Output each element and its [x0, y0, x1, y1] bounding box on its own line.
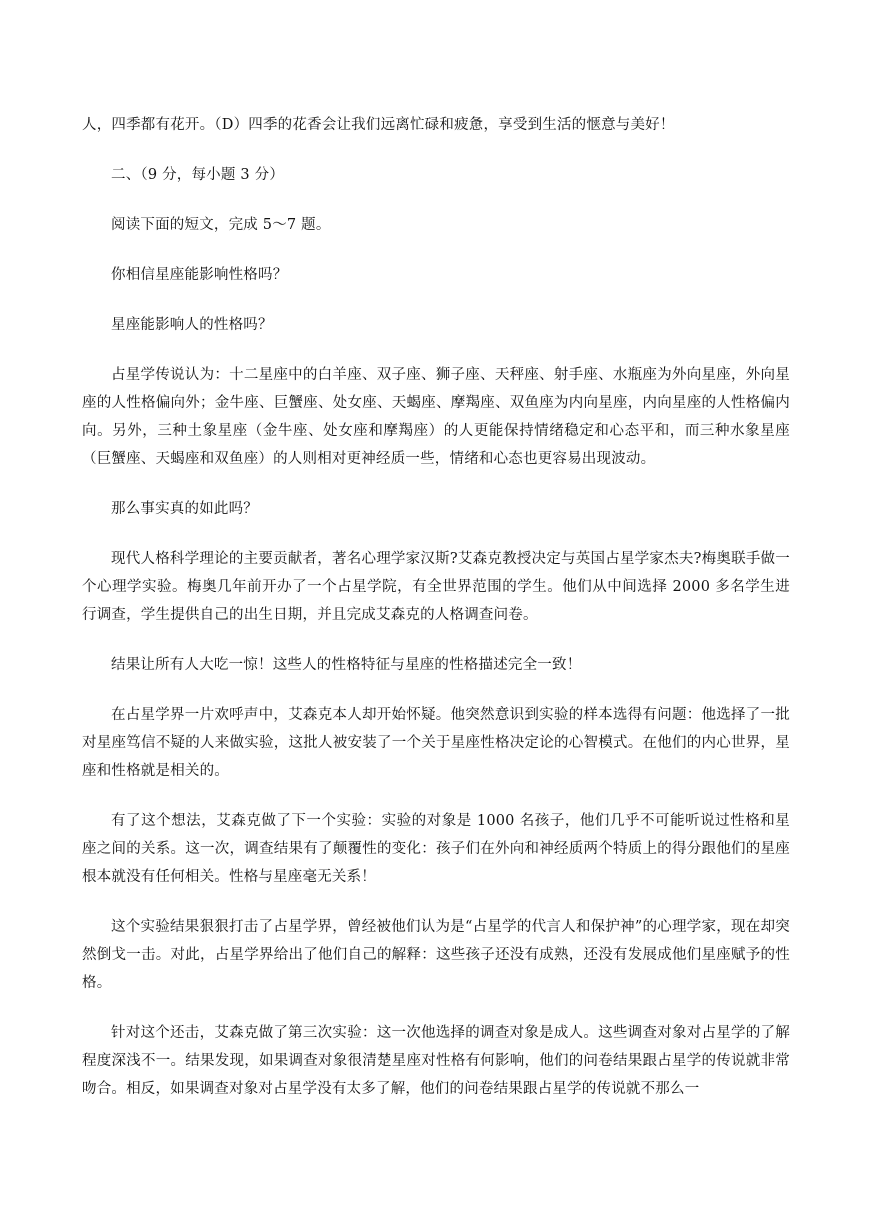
- reading-instruction: 阅读下面的短文，完成 5～7 题。: [111, 217, 331, 233]
- paragraph: 那么事实真的如此吗？: [111, 501, 258, 517]
- paragraph: 针对这个还击，艾森克做了第三次实验：这一次他选择的调查对象是成人。这些调查对象对占星学的了解程度深浅不一。结果发现，如果调查对象很清楚星座对性格有何影响，他们的问卷结果跟占星学的传说就非常吻合。相反，如果调查对象对占星学没有太多了解，他们的问卷结果跟占星学的传说就不那么一: [82, 1025, 790, 1097]
- paragraph: 结果让所有人大吃一惊！这些人的性格特征与星座的性格描述完全一致！: [111, 657, 582, 673]
- document-body: [82, 111, 790, 1125]
- paragraph: 在占星学界一片欢呼声中，艾森克本人却开始怀疑。他突然意识到实验的样本选得有问题：他选择了一批对星座笃信不疑的人来做实验，这批人被安装了一个关于星座性格决定论的心智模式。在他们的内心世界，星座和性格就是相关的。: [82, 707, 790, 779]
- paragraph: 现代人格科学理论的主要贡献者，著名心理学家汉斯?艾森克教授决定与英国占星学家杰夫?梅奥联手做一个心理学实验。梅奥几年前开办了一个占星学院，有全世界范围的学生。他们从中间选择 2000 多名学生进行调查，学生提供自己的出生日期，并且完成艾森克的人格调查问卷。: [82, 551, 790, 623]
- article-subtitle: 星座能影响人的性格吗？: [111, 317, 273, 333]
- section-heading: 二、（9 分，每小题 3 分）: [111, 167, 285, 183]
- paragraph: 占星学传说认为：十二星座中的白羊座、双子座、狮子座、天秤座、射手座、水瓶座为外向星座，外向星座的人性格偏向外；金牛座、巨蟹座、处女座、天蝎座、摩羯座、双鱼座为内向星座，内向星座的人性格偏内向。另外，三种土象星座（金牛座、处女座和摩羯座）的人更能保持情绪稳定和心态平和，而三种水象星座（巨蟹座、天蝎座和双鱼座）的人则相对更神经质一些，情绪和心态也更容易出现波动。: [82, 367, 790, 467]
- paragraph: 这个实验结果狠狠打击了占星学界，曾经被他们认为是“占星学的代言人和保护神”的心理学家，现在却突然倒戈一击。对此，占星学界给出了他们自己的解释：这些孩子还没有成熟，还没有发展成他们星座赋予的性格。: [82, 919, 790, 991]
- paragraph: 有了这个想法，艾森克做了下一个实验：实验的对象是 1000 名孩子，他们几乎不可能听说过性格和星座之间的关系。这一次，调查结果有了颠覆性的变化：孩子们在外向和神经质两个特质上的得分跟他们的星座根本就没有任何相关。性格与星座毫无关系！: [82, 813, 790, 885]
- paragraph-continuation: 人，四季都有花开。（D）四季的花香会让我们远离忙碌和疲惫，享受到生活的惬意与美好！: [82, 117, 675, 133]
- article-title: 你相信星座能影响性格吗？: [111, 267, 288, 283]
